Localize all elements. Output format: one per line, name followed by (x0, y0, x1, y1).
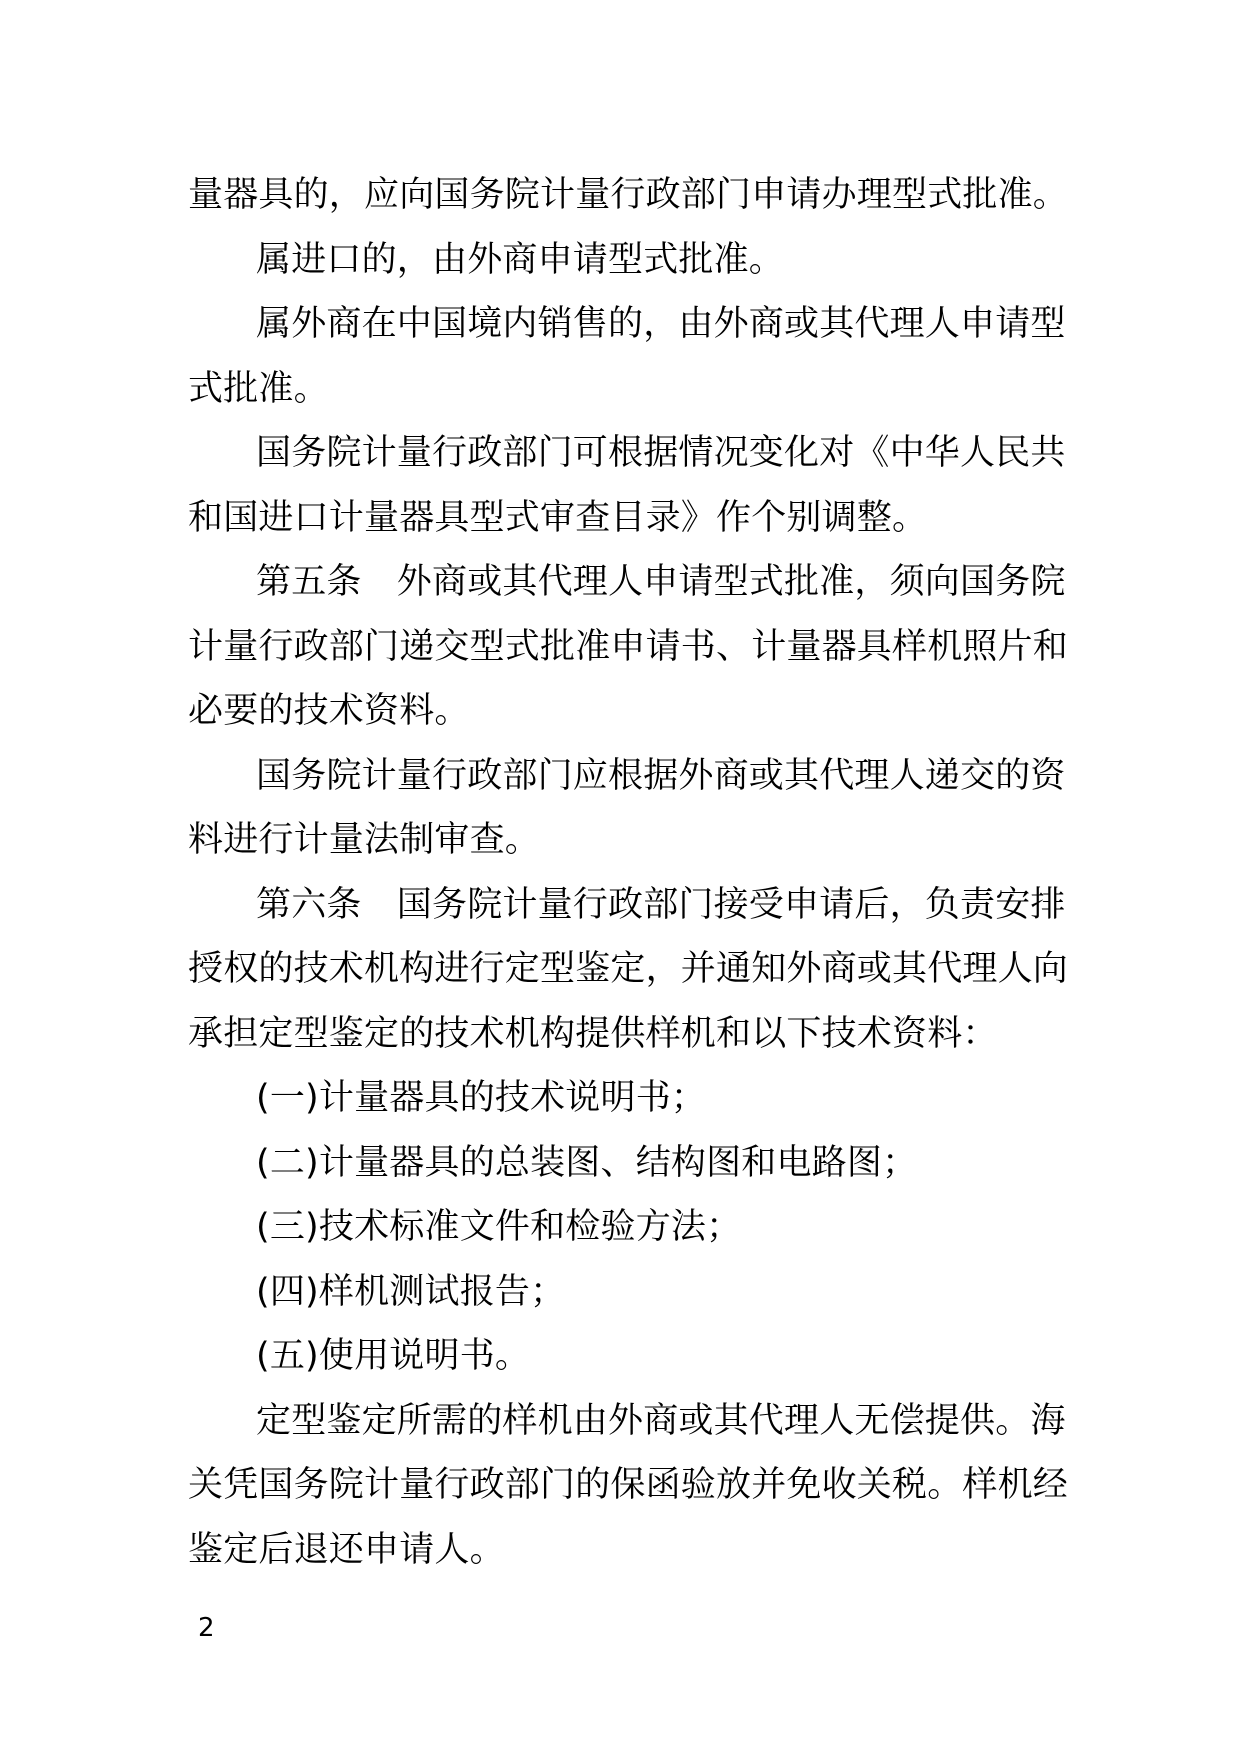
text-line-2: 属进口的，由外商申请型式批准。 (256, 239, 785, 280)
text-line-13: 授权的技术机构进行定型鉴定，并通知外商或其代理人向 (188, 949, 1069, 989)
text-line-20: 定型鉴定所需的样机由外商或其代理人无偿提供。海 (256, 1400, 1066, 1441)
list-item-2: (二)计量器具的总装图、结构图和电路图； (256, 1142, 918, 1183)
text-line-4: 式批准。 (188, 368, 329, 409)
list-item-3: (三)技术标准文件和检验方法； (256, 1207, 742, 1247)
article-6-line-1: 第六条 国务院计量行政部门接受申请后，负责安排 (256, 884, 1066, 925)
list-item-4: (四)样机测试报告； (256, 1271, 566, 1312)
text-line-6: 和国进口计量器具型式审查目录》作个别调整。 (188, 497, 928, 538)
body-text (188, 163, 1069, 1582)
text-line-11: 料进行计量法制审查。 (188, 820, 541, 860)
text-line-3: 属外商在中国境内销售的，由外商或其代理人申请型 (256, 304, 1066, 344)
text-line-9: 必要的技术资料。 (188, 691, 470, 731)
text-line-8: 计量行政部门递交型式批准申请书、计量器具样机照片和 (188, 626, 1069, 667)
text-line-21: 关凭国务院计量行政部门的保函验放并免收关税。样机经 (188, 1465, 1069, 1505)
text-line-10: 国务院计量行政部门应根据外商或其代理人递交的资 (256, 755, 1066, 796)
text-line-5: 国务院计量行政部门可根据情况变化对《中华人民共 (256, 433, 1066, 473)
page-number: 2 (198, 1613, 215, 1643)
list-item-1: (一)计量器具的技术说明书； (256, 1078, 707, 1118)
text-line-22: 鉴定后退还申请人。 (188, 1529, 505, 1570)
text-line-1: 量器具的，应向国务院计量行政部门申请办理型式批准。 (188, 175, 1069, 215)
article-5-line-1: 第五条 外商或其代理人申请型式批准，须向国务院 (256, 562, 1066, 602)
text-line-14: 承担定型鉴定的技术机构提供样机和以下技术资料： (188, 1013, 998, 1054)
list-item-5: (五)使用说明书。 (256, 1336, 531, 1376)
